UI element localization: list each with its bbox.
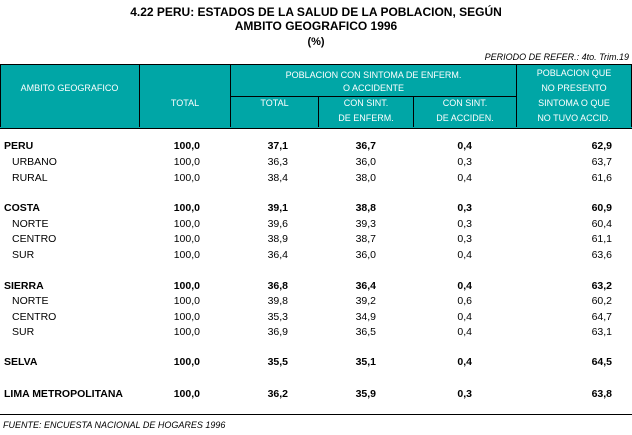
header-con-sint-enf-1: CON SINT. <box>343 98 389 108</box>
table-row: CENTRO 100,0 35,3 34,9 0,4 64,7 <box>12 311 612 323</box>
table-row: NORTE 100,0 39,8 39,2 0,6 60,2 <box>12 295 612 307</box>
source-note: FUENTE: ENCUESTA NACIONAL DE HOGARES 1996 <box>3 420 226 430</box>
table-row: SELVA 100,0 35,5 35,1 0,4 64,5 <box>4 356 612 368</box>
title-unit: (%) <box>307 36 325 48</box>
table-row: CENTRO 100,0 38,9 38,7 0,3 61,1 <box>12 233 612 245</box>
header-con-sint-acc-2: DE ACCIDEN. <box>436 113 494 123</box>
header-no-presento-3: SINTOMA O QUE <box>538 98 610 108</box>
table-bottom-rule <box>0 414 632 415</box>
header-ambito: AMBITO GEOGRAFICO <box>20 83 119 93</box>
table-row: URBANO 100,0 36,3 36,0 0,3 63,7 <box>12 156 612 168</box>
header-no-presento-1: POBLACION QUE <box>536 68 612 78</box>
table-row: LIMA METROPOLITANA 100,0 36,2 35,9 0,3 63,8 <box>4 388 612 400</box>
header-divider <box>230 96 516 97</box>
reference-period: PERIODO DE REFER.: 4to. Trim.19 <box>484 52 629 62</box>
table-row: RURAL 100,0 38,4 38,0 0,4 61,6 <box>12 172 612 184</box>
header-group-line2: O ACCIDENTE <box>342 83 404 93</box>
table-row: COSTA 100,0 39,1 38,8 0,3 60,9 <box>4 202 612 214</box>
title-line-2: AMBITO GEOGRAFICO 1996 <box>234 19 398 33</box>
header-sub-total: TOTAL <box>260 98 289 108</box>
table-row: SUR 100,0 36,9 36,5 0,4 63,1 <box>12 326 612 338</box>
header-con-sint-enf-2: DE ENFERM. <box>338 113 394 123</box>
table-row: SUR 100,0 36,4 36,0 0,4 63,6 <box>12 249 612 261</box>
table-row: SIERRA 100,0 36,8 36,4 0,4 63,2 <box>4 280 612 292</box>
header-divider <box>0 64 1 127</box>
header-no-presento-2: NO PRESENTO <box>541 83 607 93</box>
table-row: NORTE 100,0 39,6 39,3 0,3 60,4 <box>12 218 612 230</box>
header-no-presento-4: NO TUVO ACCID. <box>537 113 611 123</box>
header-group-line1: POBLACION CON SINTOMA DE ENFERM. <box>285 70 462 80</box>
table-row: PERU 100,0 37,1 36,7 0,4 62,9 <box>4 140 612 152</box>
header-total: TOTAL <box>170 98 200 108</box>
header-con-sint-acc-1: CON SINT. <box>442 98 488 108</box>
title-line-1: 4.22 PERU: ESTADOS DE LA SALUD DE LA POBLACION, SEGÚN <box>130 5 502 19</box>
header-divider <box>139 64 140 127</box>
